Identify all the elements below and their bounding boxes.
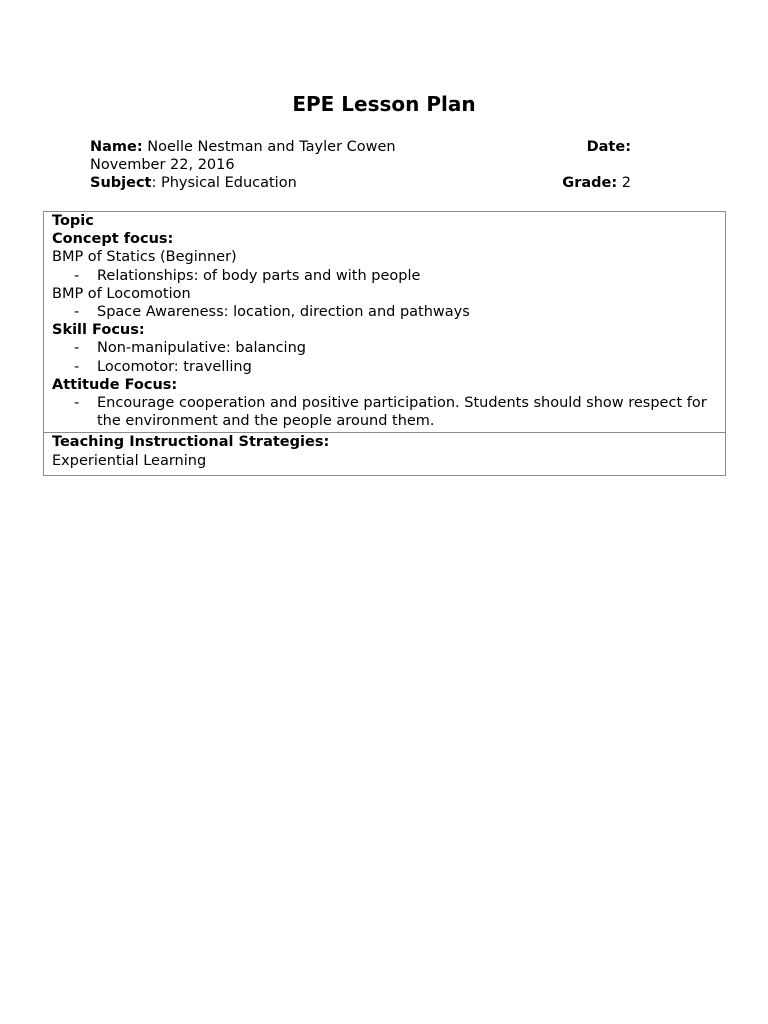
document-title: EPE Lesson Plan [292,92,476,116]
concept-group-label: BMP of Locomotion [52,285,191,302]
bullet-dash: - [74,395,80,412]
name-label: Name: [90,139,143,155]
list-item-text: Space Awareness: location, direction and pathways [97,304,470,321]
focus-section [44,212,725,432]
topic-heading: Topic [52,213,94,229]
strategies-heading: Teaching Instructional Strategies: [52,434,330,451]
list-item-text: Encourage cooperation and positive participation. Students should show respect for the environment and the people around them. [97,395,707,430]
list-item [52,339,717,357]
list-item [52,267,717,285]
strategies-value: Experiential Learning [52,452,207,469]
name-date-row [90,138,631,156]
list-item [52,303,717,321]
bullet-dash: - [74,267,80,284]
bullet-dash: - [74,340,80,357]
name-value: Noelle Nestman and Tayler Cowen [142,139,396,155]
subject-label: Subject [90,175,152,191]
lesson-table [43,211,726,476]
subject-grade-row [90,174,631,192]
list-item-text: Non-manipulative: balancing [97,340,306,357]
list-item-text: Relationships: of body parts and with people [97,267,421,284]
date-label: Date: [586,139,631,155]
attitude-heading: Attitude Focus: [52,376,178,393]
bullet-dash: - [74,358,80,375]
grade-value: 2 [617,175,631,191]
grade-label: Grade: [562,175,618,191]
date-row [90,156,631,174]
list-item-text: Locomotor: travelling [97,358,252,375]
subject-value: : Physical Education [151,175,297,191]
strategies-section [44,432,725,474]
bullet-dash: - [74,304,80,321]
list-item [52,358,717,376]
skill-heading: Skill Focus: [52,322,145,339]
concept-group-label: BMP of Statics (Beginner) [52,249,237,266]
date-value: November 22, 2016 [90,157,235,173]
concept-heading: Concept focus: [52,231,174,248]
grade [562,174,631,192]
list-item [52,394,717,430]
